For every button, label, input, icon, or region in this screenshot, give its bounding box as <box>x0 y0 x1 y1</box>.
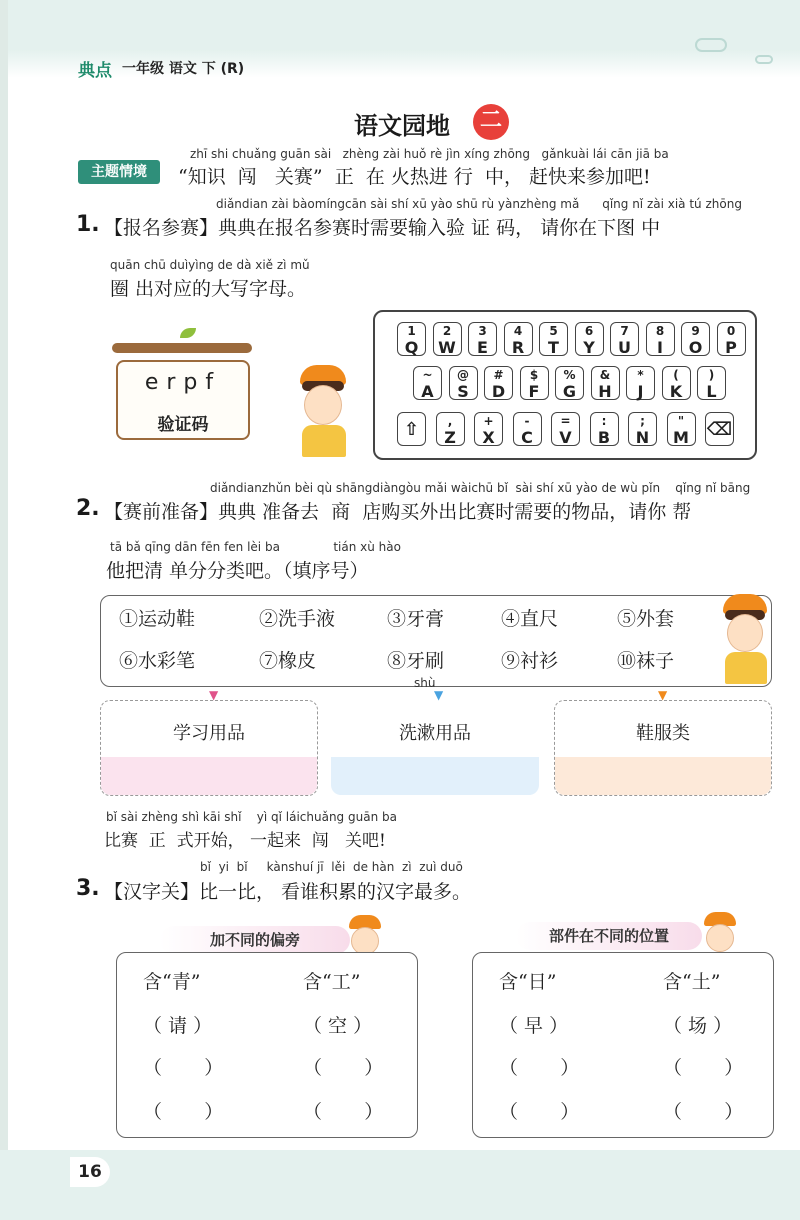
key-symbol: & <box>599 368 611 382</box>
shopping-item: ⑨衬衫 <box>501 650 559 672</box>
key-symbol: ~ <box>422 368 433 382</box>
key-letter: B <box>597 428 611 447</box>
key-letter: I <box>657 338 663 357</box>
keyboard-key[interactable] <box>662 366 691 400</box>
branch-illustration <box>112 343 252 353</box>
brand-logo: 典点 <box>78 61 112 81</box>
keyboard-key[interactable] <box>513 412 542 446</box>
boy-head-illustration <box>700 912 740 952</box>
keyboard-key[interactable] <box>575 322 604 356</box>
example-answer: （ 早 ） <box>499 1015 569 1037</box>
col-head: 含“工” <box>303 971 361 993</box>
q3-line: 【汉字关】比一比， 看谁积累的汉字最多。 <box>104 881 472 903</box>
shopping-item: ⑦橡皮 <box>259 650 317 672</box>
key-symbol: ) <box>708 368 715 382</box>
start-text: 比赛 正 式开始， 一起来 闯 关吧! <box>104 831 386 851</box>
char-box-positions <box>472 952 774 1138</box>
boy-illustration <box>290 365 360 460</box>
keyboard-key[interactable] <box>610 322 639 356</box>
key-symbol: 7 <box>620 324 629 338</box>
footer-band <box>0 1150 800 1220</box>
key-symbol: # <box>493 368 504 382</box>
shopping-item: ②洗手液 <box>259 608 336 630</box>
key-letter: H <box>598 382 612 401</box>
key-symbol: " <box>677 414 685 428</box>
key-symbol: % <box>563 368 576 382</box>
category-box-study[interactable] <box>100 700 318 796</box>
key-symbol: @ <box>457 368 469 382</box>
col-head: 含“土” <box>663 971 721 993</box>
keyboard-key[interactable] <box>697 366 726 400</box>
shopping-item: ⑧牙刷 <box>387 650 445 672</box>
verification-label: 验证码 <box>157 415 209 435</box>
keyboard-key[interactable] <box>626 366 655 400</box>
boy-illustration <box>715 594 775 686</box>
keyboard-key[interactable] <box>590 412 619 446</box>
key-letter: X <box>482 428 495 447</box>
keyboard-key[interactable] <box>555 366 584 400</box>
key-letter: Z <box>444 428 456 447</box>
keyboard-key[interactable] <box>413 366 442 400</box>
banner-right: 部件在不同的位置 <box>516 922 702 950</box>
q1-pinyin-2: quān chū duìyìng de dà xiě zì mǔ <box>110 258 310 272</box>
theme-tag: 主题情境 <box>78 160 160 184</box>
q2-pinyin-2: tā bǎ qīng dān fēn fen lèi ba tián xù hào <box>110 540 401 554</box>
example-answer: （ 请 ） <box>143 1015 213 1037</box>
key-letter: U <box>618 338 631 357</box>
keyboard <box>373 310 757 460</box>
cloud-icon <box>695 38 727 52</box>
verification-letters: erpf <box>144 370 222 395</box>
page-title: 语文园地 <box>354 112 450 140</box>
key-symbol: : <box>601 414 607 428</box>
key-symbol: 1 <box>407 324 416 338</box>
category-answer-area[interactable] <box>331 757 539 795</box>
start-pinyin: bǐ sài zhèng shì kāi shǐ yì qǐ láichuǎng guān ba <box>106 810 397 824</box>
q1-pinyin-1: diǎndian zài bàomíngcān sài shí xū yào shū rù yànzhèng mǎ qǐng nǐ zài xià tú zhōng <box>216 197 742 211</box>
arrow-down-icon: ▼ <box>658 688 668 702</box>
key-letter: Q <box>404 338 419 357</box>
key-symbol: 8 <box>655 324 665 338</box>
key-letter: L <box>706 382 717 401</box>
key-letter: E <box>477 338 488 357</box>
keyboard-key[interactable] <box>397 412 426 446</box>
shopping-item: ⑩袜子 <box>617 650 675 672</box>
keyboard-key[interactable] <box>646 322 675 356</box>
page-edge <box>0 0 8 1220</box>
theme-text: “知识 闯 关赛” 正 在 火热进 行 中， 赶快来参加吧! <box>178 166 651 188</box>
key-symbol: * <box>637 368 644 382</box>
keyboard-key[interactable] <box>539 322 568 356</box>
answer-blank[interactable]: （ ） <box>143 1101 224 1123</box>
key-symbol: 4 <box>513 324 523 338</box>
q2-number: 2. <box>76 496 100 521</box>
answer-blank[interactable]: （ ） <box>143 1057 224 1079</box>
char-box-radicals <box>116 952 418 1138</box>
keyboard-key[interactable] <box>628 412 657 446</box>
arrow-down-icon: ▼ <box>209 688 219 702</box>
key-letter: T <box>548 338 559 357</box>
key-letter: K <box>669 382 683 401</box>
key-letter: D <box>491 382 506 401</box>
keyboard-key[interactable] <box>433 322 462 356</box>
key-symbol: ; <box>640 414 645 428</box>
key-letter: ⇧ <box>403 419 420 440</box>
key-symbol: $ <box>529 368 539 382</box>
key-letter: R <box>511 338 525 357</box>
key-symbol: 2 <box>442 324 452 338</box>
keyboard-key[interactable] <box>667 412 696 446</box>
keyboard-key[interactable] <box>436 412 465 446</box>
arrow-down-icon: ▼ <box>434 688 444 702</box>
leaf-icon <box>180 328 196 338</box>
key-letter: ⌫ <box>706 419 733 440</box>
key-letter: O <box>688 338 703 357</box>
key-symbol: 6 <box>584 324 594 338</box>
example-answer: （ 场 ） <box>663 1015 733 1037</box>
key-letter: W <box>438 338 456 357</box>
page-number: 16 <box>70 1157 110 1187</box>
key-letter: S <box>457 382 469 401</box>
shopping-item: ③牙膏 <box>387 608 445 630</box>
answer-blank[interactable]: （ ） <box>663 1057 744 1079</box>
q1-line-2: 圈 出对应的大写字母。 <box>110 278 307 300</box>
book-series: 一年级 语文 下 (R) <box>122 61 245 77</box>
keyboard-key[interactable] <box>681 322 710 356</box>
key-letter: J <box>637 382 644 401</box>
shopping-item: ④直尺 <box>501 608 559 630</box>
answer-blank[interactable]: （ ） <box>499 1101 580 1123</box>
category-answer-area[interactable] <box>555 757 771 795</box>
q1-line-1: 【报名参赛】典典在报名参赛时需要输入验 证 码， 请你在下图 中 <box>104 217 661 239</box>
shopping-item: ⑥水彩笔 <box>119 650 196 672</box>
key-symbol: + <box>483 414 494 428</box>
answer-blank[interactable]: （ ） <box>303 1057 384 1079</box>
key-letter: C <box>521 428 533 447</box>
keyboard-key[interactable] <box>449 366 478 400</box>
shu-pinyin: shù <box>414 676 436 690</box>
category-label: 洗漱用品 <box>399 723 471 744</box>
category-label: 学习用品 <box>173 723 245 744</box>
q2-line-2: 他把清 单分分类吧。（填序号） <box>106 560 369 582</box>
keyboard-key[interactable] <box>591 366 620 400</box>
keyboard-key[interactable] <box>705 412 734 446</box>
shopping-item: ①运动鞋 <box>119 608 196 630</box>
keyboard-key[interactable] <box>484 366 513 400</box>
category-box-wash[interactable] <box>330 700 540 796</box>
key-letter: Y <box>583 338 595 357</box>
key-letter: M <box>673 428 689 447</box>
shopping-list <box>100 595 772 687</box>
q3-pinyin: bǐ yi bǐ kànshuí jī lěi de hàn zì zuì duō <box>200 860 463 874</box>
category-box-clothes[interactable] <box>554 700 772 796</box>
answer-blank[interactable]: （ ） <box>499 1057 580 1079</box>
q3-number: 3. <box>76 876 100 901</box>
answer-blank[interactable]: （ ） <box>663 1101 744 1123</box>
title-number-badge: 二 <box>473 104 509 140</box>
key-letter: N <box>635 428 650 447</box>
keyboard-key[interactable] <box>397 322 426 356</box>
key-symbol: - <box>524 414 530 428</box>
keyboard-key[interactable] <box>717 322 746 356</box>
key-letter: G <box>562 382 577 401</box>
keyboard-key[interactable] <box>504 322 533 356</box>
keyboard-key[interactable] <box>551 412 580 446</box>
banner-left: 加不同的偏旁 <box>160 926 350 954</box>
q2-pinyin-1: diǎndianzhǔn bèi qù shāngdiàngòu mǎi wàichū bǐ sài shí xū yào de wù pǐn qǐng nǐ bāng <box>210 481 751 495</box>
key-letter: V <box>559 428 572 447</box>
key-symbol: = <box>560 414 571 428</box>
theme-pinyin: zhī shi chuǎng guān sài zhèng zài huǒ rè jìn xíng zhōng gǎnkuài lái cān jiā ba <box>190 147 669 161</box>
answer-blank[interactable]: （ ） <box>303 1101 384 1123</box>
example-answer: （ 空 ） <box>303 1015 373 1037</box>
col-head: 含“日” <box>499 971 557 993</box>
shopping-item: ⑤外套 <box>617 608 675 630</box>
key-letter: P <box>725 338 737 357</box>
key-symbol: 3 <box>478 324 487 338</box>
keyboard-key[interactable] <box>474 412 503 446</box>
header-fade <box>0 50 800 78</box>
key-symbol: ( <box>673 368 679 382</box>
cloud-icon <box>755 55 773 64</box>
key-symbol: 5 <box>549 324 558 338</box>
q1-number: 1. <box>76 212 100 237</box>
category-answer-area[interactable] <box>101 757 317 795</box>
category-label: 鞋服类 <box>636 723 690 744</box>
q2-line-1: 【赛前准备】典典 准备去 商 店购买外出比赛时需要的物品，请你 帮 <box>104 501 692 523</box>
boy-head-illustration <box>345 915 385 955</box>
key-symbol: , <box>447 414 453 428</box>
keyboard-key[interactable] <box>468 322 497 356</box>
verification-code-card <box>116 360 250 440</box>
key-symbol: 0 <box>726 324 736 338</box>
key-letter: F <box>528 382 540 401</box>
col-head: 含“青” <box>143 971 201 993</box>
key-letter: A <box>421 382 434 401</box>
key-symbol: 9 <box>691 324 700 338</box>
keyboard-key[interactable] <box>520 366 549 400</box>
